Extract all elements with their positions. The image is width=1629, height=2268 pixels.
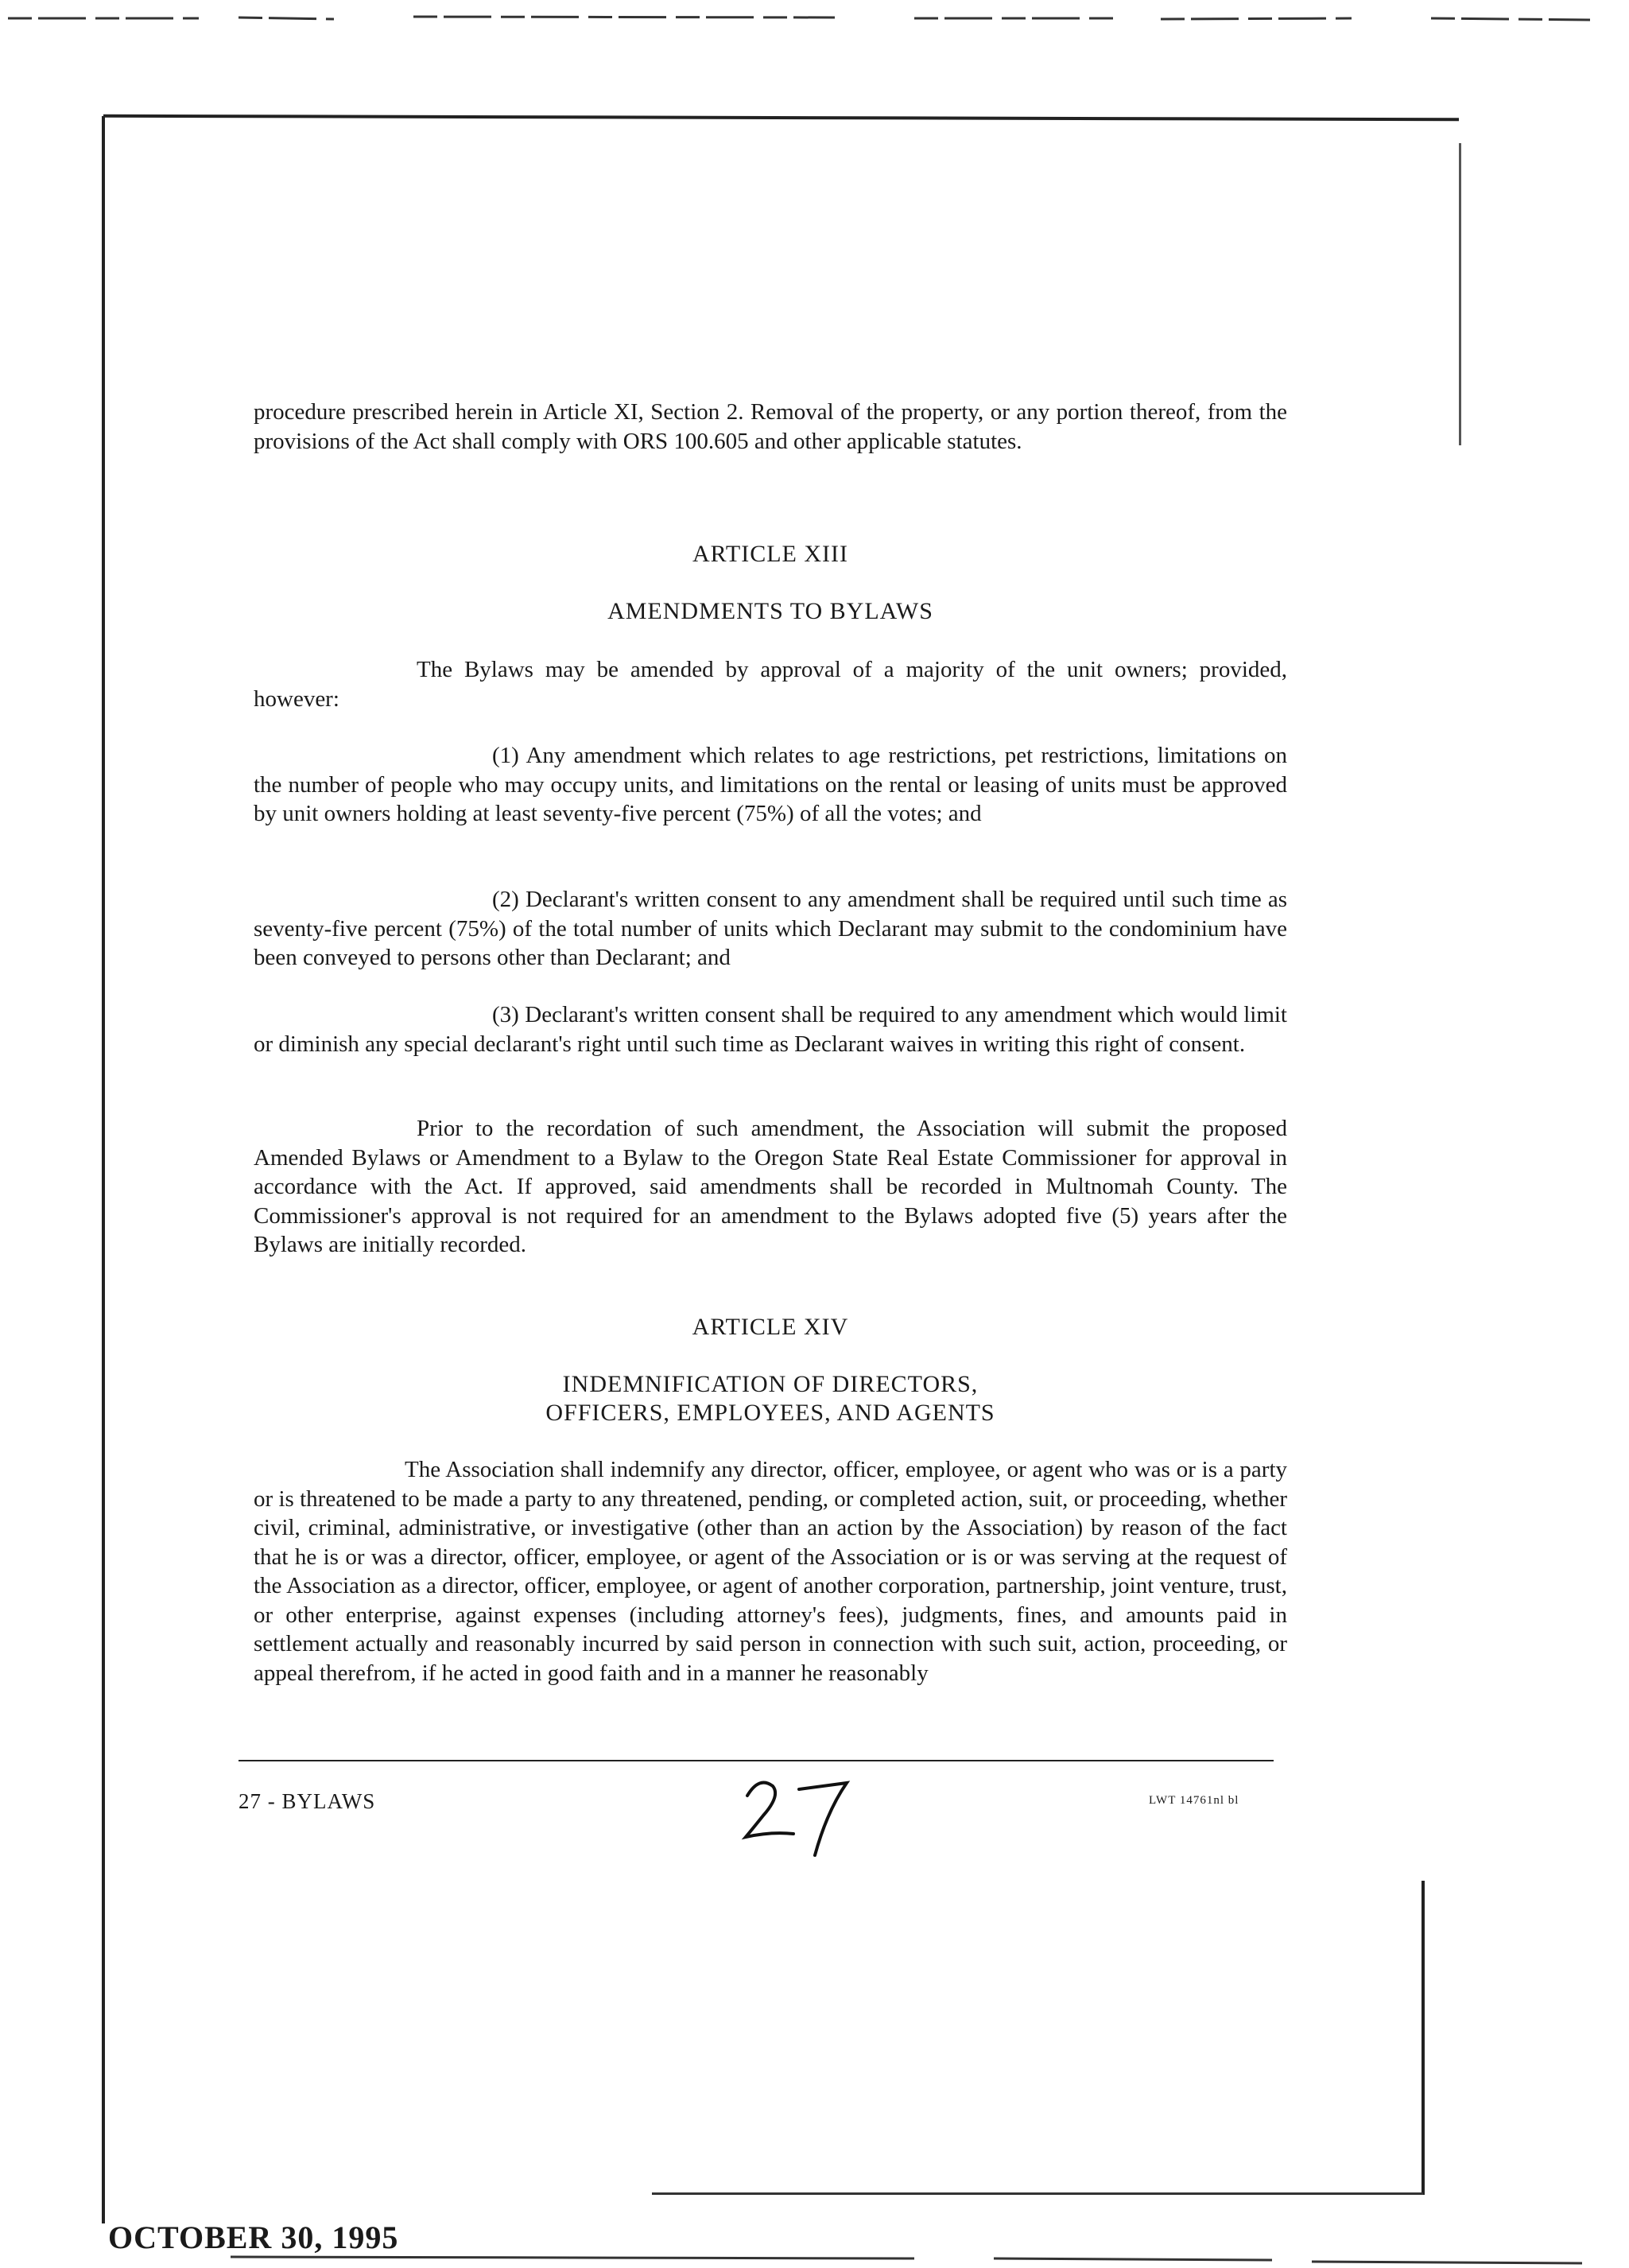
article-xiii-intro: The Bylaws may be amended by approval of a majority of the unit owners; provided, however: [254, 657, 1287, 712]
frame-right-lower-line [1421, 1881, 1425, 2195]
article-xiv-title-line-2: OFFICERS, EMPLOYEES, AND AGENTS [545, 1400, 995, 1426]
article-xiii-heading: ARTICLE XIII [692, 541, 848, 567]
footer-rule [239, 1760, 1274, 1761]
article-xiv-paragraph: The Association shall indemnify any director, officer, employee, or agent who was or is a party or is threatened to be made a party to any threatened, pending, or completed action, suit, or proceeding, whether civil, criminal, administrative, or investigative (other than an action by the Association) by reason of the fact that he is or was a director, officer, employee, or agent of the Association or is or was serving at the request of the Association as a director, officer, employee, or agent of another corporation, partnership, joint venture, trust, or other enterprise, against expenses (including attorney's fees), judgments, fines, and amounts paid in settlement actually and reasonably incurred by said person in connection with such suit, action, proceeding, or appeal therefrom, if he acted in good faith and in a manner he reasonably [254, 1457, 1287, 1686]
article-xiii-item-3: (3) Declarant's written consent shall be required to any amendment which would limit or diminish any special declarant's right until such time as Declarant waives in writing this right of consent. [254, 1002, 1287, 1057]
article-xiv-heading: ARTICLE XIV [692, 1314, 849, 1340]
date-stamp: OCTOBER 30, 1995 [108, 2219, 399, 2255]
article-xiii-item-1: (1) Any amendment which relates to age restrictions, pet restrictions, limitations on the number of people who may occupy units, and limitations on the rental or leasing of units must be approved by unit owners holding at least seventy-five percent (75%) of all the votes; and [254, 743, 1287, 826]
frame-top-line [103, 115, 1459, 121]
article-xiii-item-2: (2) Declarant's written consent to any amendment shall be required until such time as seventy-five percent (75%) of the total number of units which Declarant may submit to the condominium have been conveyed to persons other than Declarant; and [254, 887, 1287, 970]
continuation-paragraph: procedure prescribed herein in Article XI, Section 2. Removal of the property, or any portion thereof, from the provisions of the Act shall comply with ORS 100.605 and other applicable statutes. [254, 399, 1287, 454]
footer-doc-code: LWT 14761nl bl [1149, 1794, 1239, 1807]
article-xiii-title: AMENDMENTS TO BYLAWS [607, 598, 933, 624]
article-xiii-closing: Prior to the recordation of such amendment, the Association will submit the proposed Amended Bylaws or Amendment to a Bylaw to the Oregon State Real Estate Commissioner for approval in accordance with the Act. If approved, said amendments shall be recorded in Multnomah County. The Commissioner's approval is not required for an amendment to the Bylaws adopted five (5) years after the Bylaws are initially recorded. [254, 1116, 1287, 1257]
handwritten-page-number [739, 1772, 859, 1859]
frame-left-line [102, 116, 105, 2223]
frame-bottom-line [652, 2192, 1423, 2195]
frame-right-line [1459, 143, 1461, 445]
article-xiv-title-line-1: INDEMNIFICATION OF DIRECTORS, [562, 1371, 979, 1397]
footer-page-label: 27 - BYLAWS [239, 1789, 376, 1813]
scan-edge-top [0, 14, 1629, 22]
